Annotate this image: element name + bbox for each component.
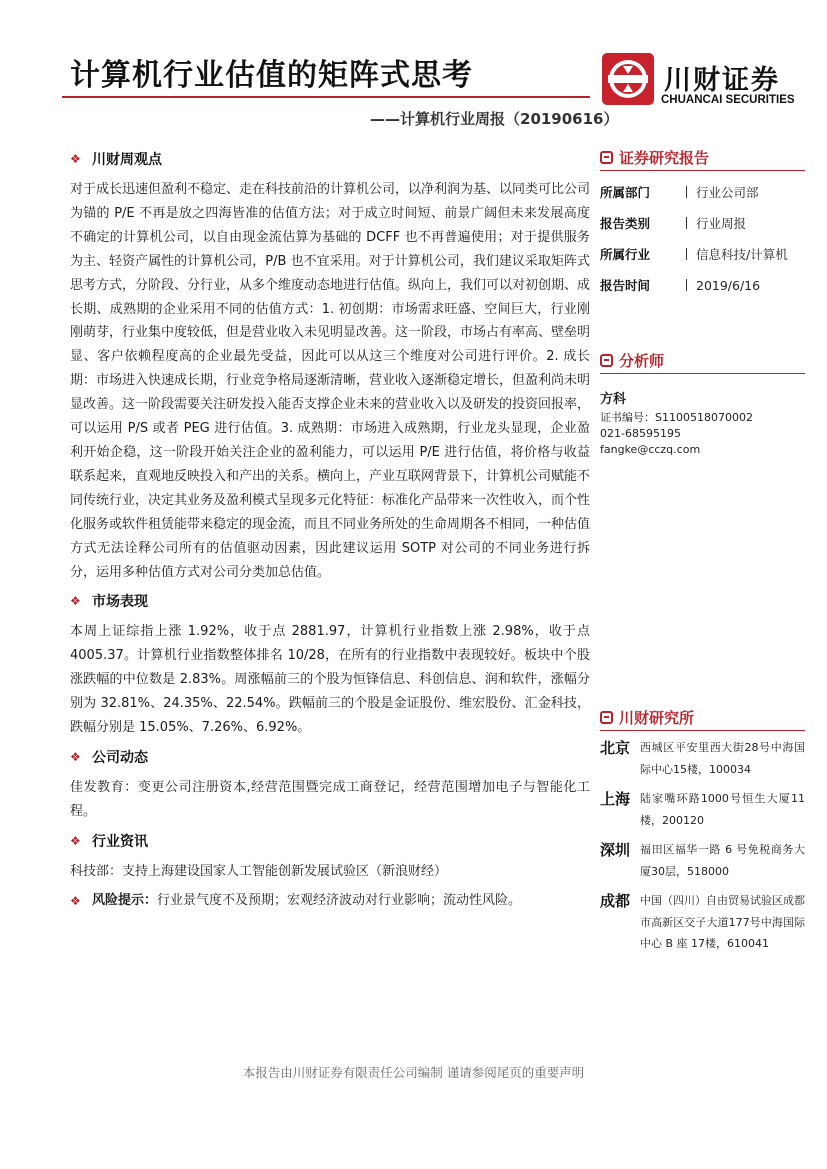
risk-warning (70, 890, 590, 912)
diamond-bullet-icon: ❖ (70, 594, 81, 609)
sidebar-divider (600, 373, 805, 374)
report-subtitle: ——计算机行业周报（20190616） (370, 110, 619, 128)
section-heading-industry: ❖ 行业资讯 (70, 833, 148, 850)
logo-english-name: CHUANCAI SECURITIES (661, 94, 795, 106)
analyst-info (600, 388, 805, 458)
section-heading-company: ❖ 公司动态 (70, 749, 148, 766)
section-heading-view: ❖ 川财周观点 (70, 152, 162, 168)
institute-icon (600, 711, 613, 724)
page-footer: 本报告由川财证券有限责任公司编制 谨请参阅尾页的重要声明 (242, 1065, 585, 1080)
diamond-bullet-icon: ❖ (70, 893, 81, 908)
diamond-bullet-icon: ❖ (70, 152, 81, 166)
sidebar-divider (600, 170, 805, 171)
diamond-bullet-icon: ❖ (70, 749, 81, 764)
institute-heading: 川财研究所 (600, 706, 805, 728)
office-item: 深圳 福田区福华一路 6 号免税商务大厦30层，518000 (600, 841, 805, 878)
main-content (70, 148, 590, 912)
meta-row: 所属部门 行业公司部 (600, 184, 759, 200)
meta-row: 报告时间 2019/6/16 (600, 277, 761, 293)
sidebar (600, 146, 805, 963)
risk-text: 行业景气度不及预期；宏观经济波动对行业影响；流动性风险。 (157, 892, 522, 908)
section-heading-market: ❖ 市场表现 (70, 594, 148, 611)
report-meta (600, 183, 805, 294)
report-icon (600, 151, 613, 164)
analyst-icon (600, 354, 613, 367)
meta-row: 所属行业 信息科技/计算机 (600, 246, 788, 262)
diamond-bullet-icon: ❖ (70, 833, 81, 848)
analyst-heading: 分析师 (600, 349, 805, 371)
meta-row: 报告类别 行业周报 (600, 215, 747, 231)
office-item: 成都 中国（四川）自由贸易试验区成都市高新区交子大道177号中海国际中心 B 座 17楼，610041 (600, 892, 805, 950)
analyst-phone: 021-68595195 (600, 427, 681, 440)
header-divider (62, 96, 590, 98)
logo-chinese-name: 川财证券 (664, 65, 780, 96)
chuancai-logo-icon (601, 52, 655, 106)
risk-label: 风险提示： (92, 892, 158, 908)
industry-paragraph: 科技部：支持上海建设国家人工智能创新发展试验区（新浪财经） (70, 863, 448, 879)
report-heading: 证券研究报告 (600, 146, 805, 168)
view-paragraph: 对于成长迅速但盈利不稳定、走在科技前沿的计算机公司，以净利润为基、以同类可比公司为锚的 P/E 不再是放之四海皆准的估值方法；对于成立时间短、前景广阔但未来发展高度不确定的计算机公司，以自由现金流估算为基础的 DCFF 也不再普遍使用；对于提供服务为主、轻资产属性的计算机公司，P/B 也不宜采用。对于计算机公司，我们建议采取矩阵式思考方式，分阶段、分行业，从多个维度动态地进行估值。纵向上，我们可以对初创期、成长期、成熟期的企业采用不同的估值方式：1. 初创期：市场需求旺盛、空间巨大，行业刚刚萌芽，行业集中度较低，但是营业收入未见明显改善。这一阶段，市场占有率高、壁垒明显、客户依赖程度高的企业最先受益，因此可以从这三个维度对公司进行评价。2. 成长期：市场进入快速成长期，行业竞争格局逐渐清晰，营业收入逐渐稳定增长，但盈利尚未明显改善。这一阶段需要关注研发投入能否支撑企业未来的营业收入以及研发的投资回报率，可以运用 P/S 或者 PEG 进行估值。3. 成熟期：市场进入成熟期，行业龙头显现，企业盈利开始企稳，这一阶段开始关注企业的盈利能力，可以运用 P/E 进行估值，将价格与收益联系起来，直观地反映投入和产出的关系。横向上，产业互联网背景下，计算机公司赋能不同传统行业，决定其业务及盈利模式呈现多元化特征：标准化产品带来一次性收入，而个性化服务或软件租赁能带来稳定的现金流，而且不同业务所处的生命周期各不相同，一种估值方式无法诠释公司所有的估值驱动因素，因此建议运用 SOTP 对公司的不同业务进行拆分，运用多种估值方式对公司分类加总估值。 (70, 182, 591, 580)
office-item: 上海 陆家嘴环路1000号恒生大厦11楼，200120 (600, 790, 805, 827)
office-item: 北京 西城区平安里西大街28号中海国际中心15楼，100034 (600, 739, 805, 776)
analyst-license: 证书编号：S1100518070002 (600, 411, 753, 424)
analyst-email: fangke@cczq.com (600, 443, 701, 456)
analyst-name: 方科 (600, 392, 627, 407)
company-paragraph: 佳发教育：变更公司注册资本,经营范围暨完成工商登记，经营范围增加电子与智能化工程。 (70, 779, 590, 819)
market-paragraph: 本周上证综指上涨 1.92%，收于点 2881.97，计算机行业指数上涨 2.98%，收于点 4005.37。计算机行业指数整体排名 10/28，在所有的行业指数中表现较好。板块中个股涨跌幅的中位数是 2.83%。周涨幅前三的个股为恒锋信息、科创信息、润和软件，涨幅分别为 32.81%、24.35%、22.54%。跌幅前三的个股是金证股份、维宏股份、汇金科技，跌幅分别是 15.05%、7.26%、6.92%。 (70, 624, 590, 736)
page-title: 计算机行业估值的矩阵式思考 (70, 58, 473, 93)
